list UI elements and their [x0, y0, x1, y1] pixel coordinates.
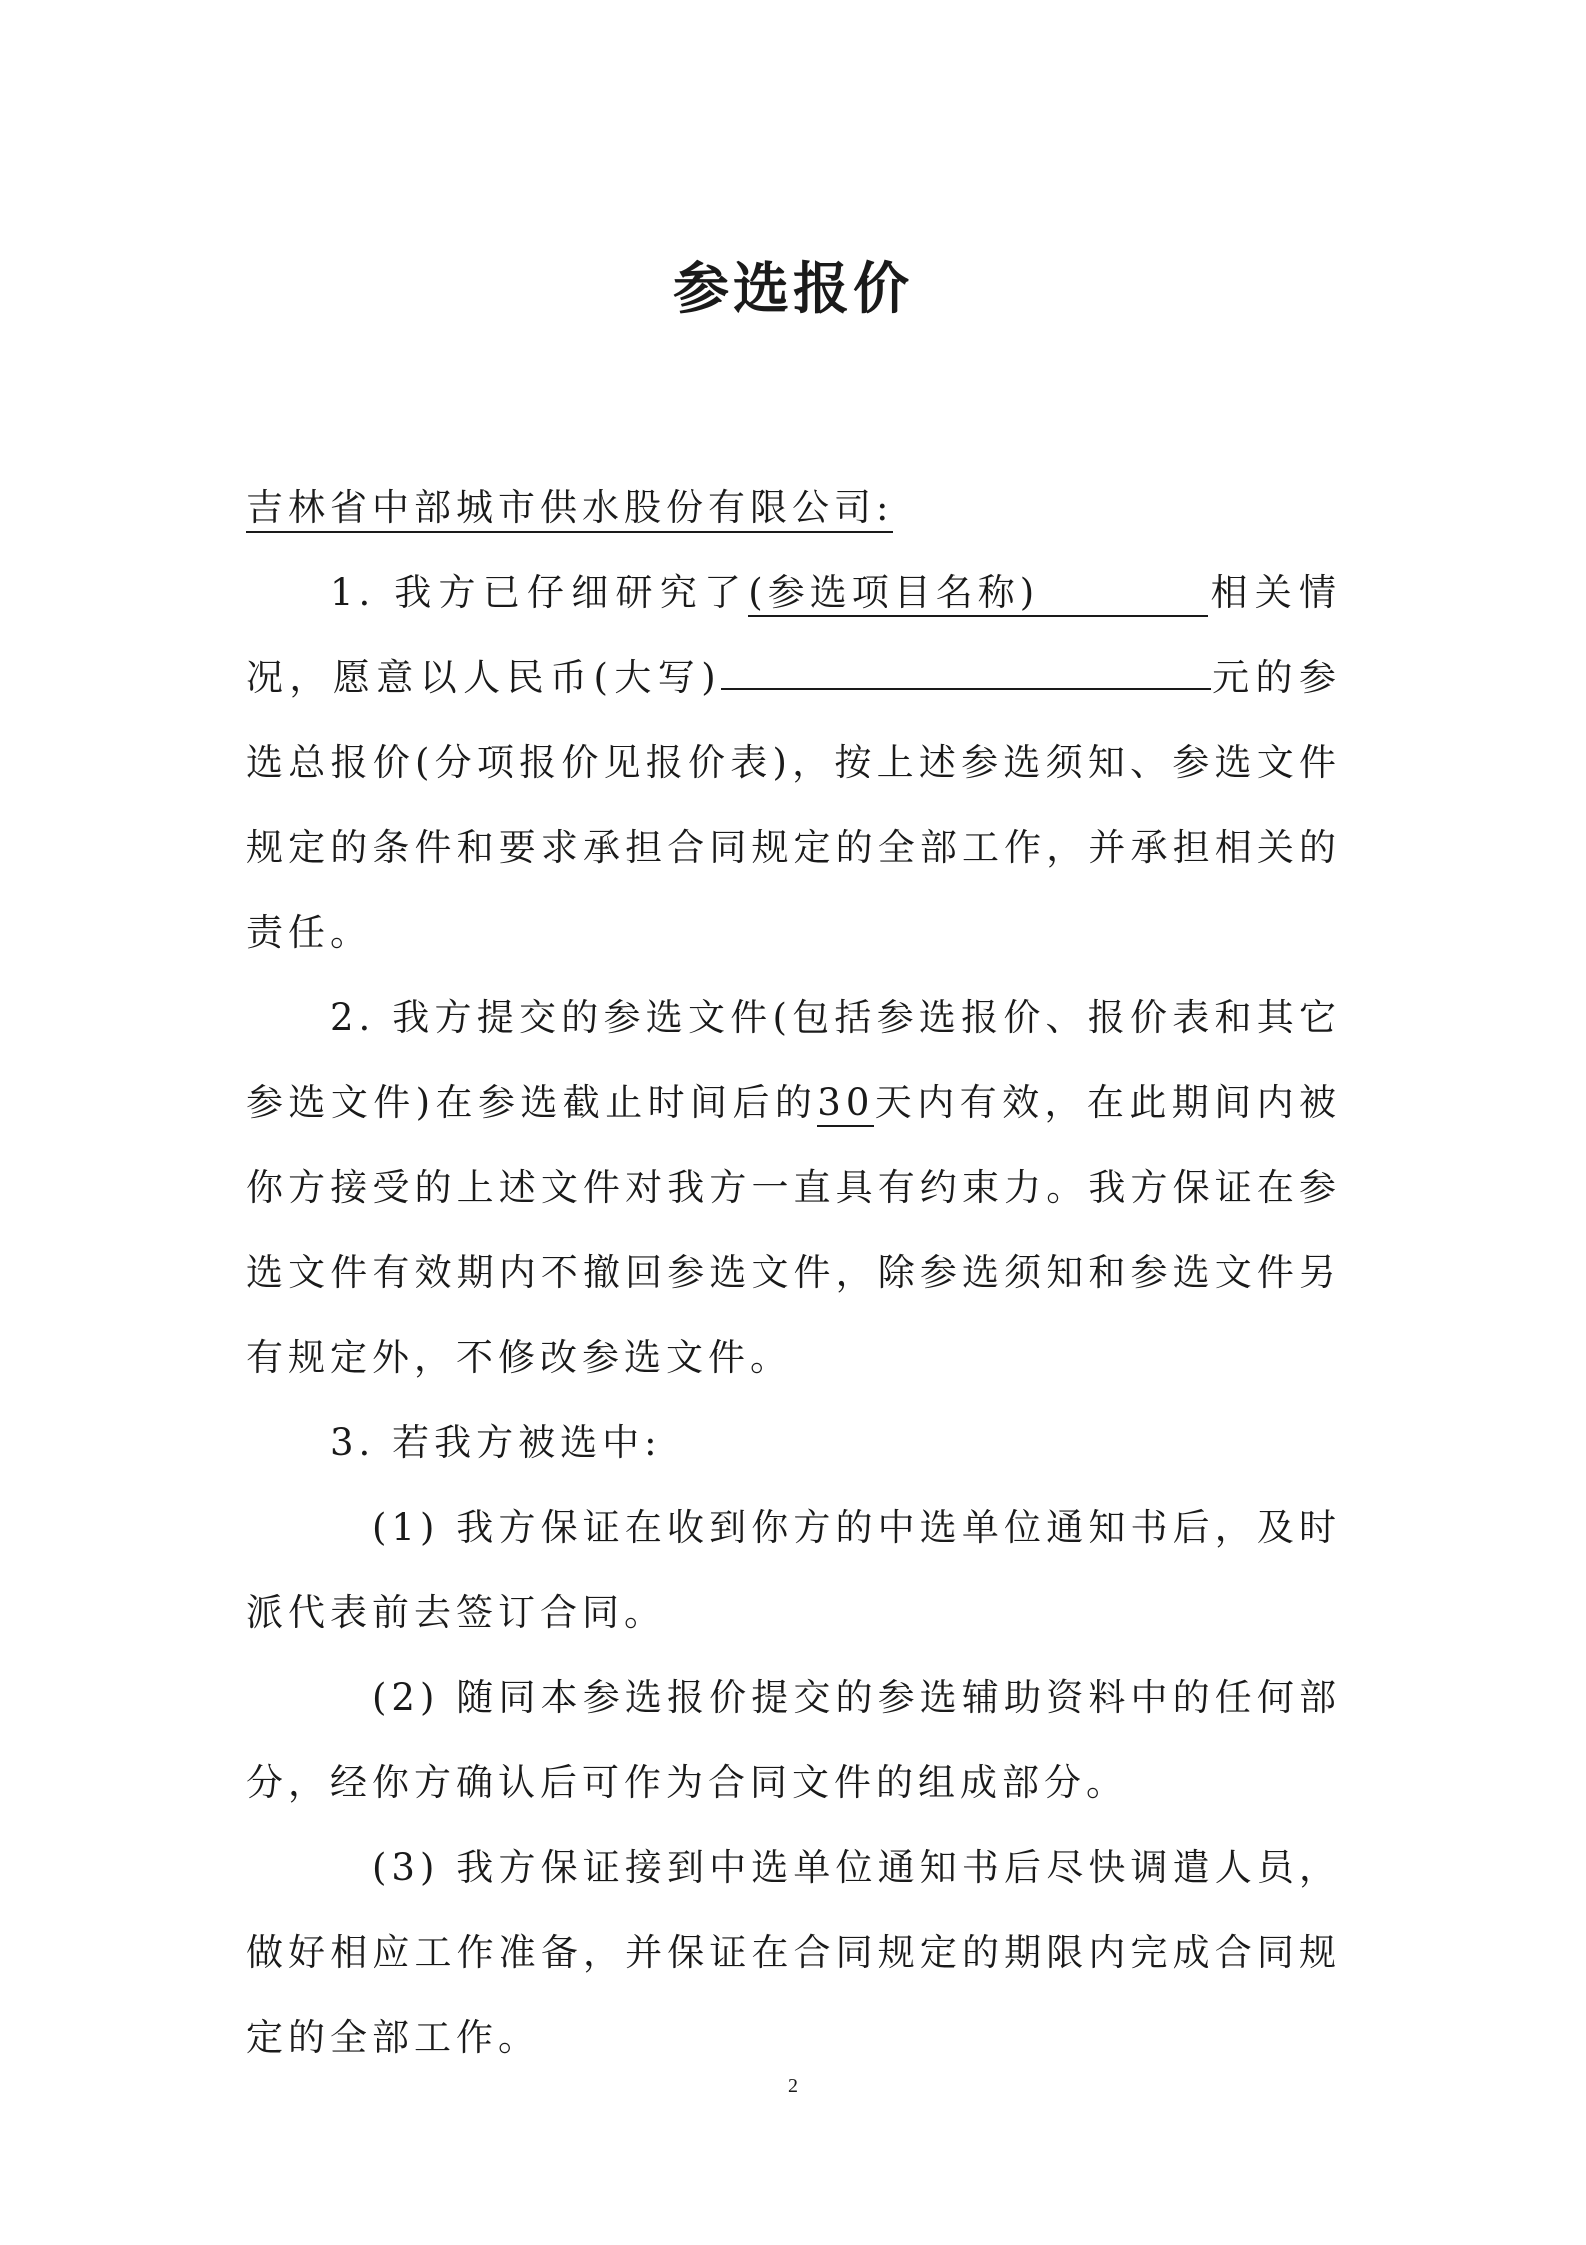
validity-days: 30	[817, 1081, 874, 1127]
addressee-line	[246, 465, 1341, 550]
clause-3-sub-3: (3) 我方保证接到中选单位通知书后尽快调遣人员，做好相应工作准备，并保证在合同规定的期限内完成合同规定的全部工作。	[246, 1846, 1341, 2059]
page-title: 参选报价	[673, 257, 913, 322]
addressee: 吉林省中部城市供水股份有限公司:	[246, 485, 893, 533]
clause-1	[246, 550, 1341, 975]
clause-2-suffix: 天内有效，在此期间内被你方接受的上述文件对我方一直具有约束力。我方保证在参选文件有效期内不撤回参选文件，除参选须知和参选文件另有规定外，不修改参选文件。	[246, 1081, 1341, 1379]
document-body	[246, 465, 1341, 2080]
project-name-blank: (参选项目名称)	[748, 571, 1208, 617]
page-number: 2	[788, 2075, 798, 2097]
clause-1-suffix: 元的参选总报价(分项报价见报价表)，按上述参选须知、参选文件规定的条件和要求承担合同规定的全部工作，并承担相关的责任。	[246, 656, 1341, 954]
clause-3-sub-1: (1) 我方保证在收到你方的中选单位通知书后，及时派代表前去签订合同。	[246, 1506, 1341, 1634]
clause-2	[246, 975, 1341, 1400]
clause-3-sub-2: (2) 随同本参选报价提交的参选辅助资料中的任何部分，经你方确认后可作为合同文件的组成部分。	[246, 1676, 1341, 1804]
clause-1-prefix: 1. 我方已仔细研究了	[330, 571, 749, 614]
clause-2-prefix: 2. 我方提交的参选文件(包括参选报价、报价表和其它参选文件)在参选截止时间后的	[246, 996, 1341, 1124]
amount-blank	[721, 688, 1211, 690]
clause-1-mid: 相关情况，愿意以人民币(大写)	[246, 571, 1341, 699]
clause-3-heading: 3. 若我方被选中:	[330, 1421, 662, 1464]
